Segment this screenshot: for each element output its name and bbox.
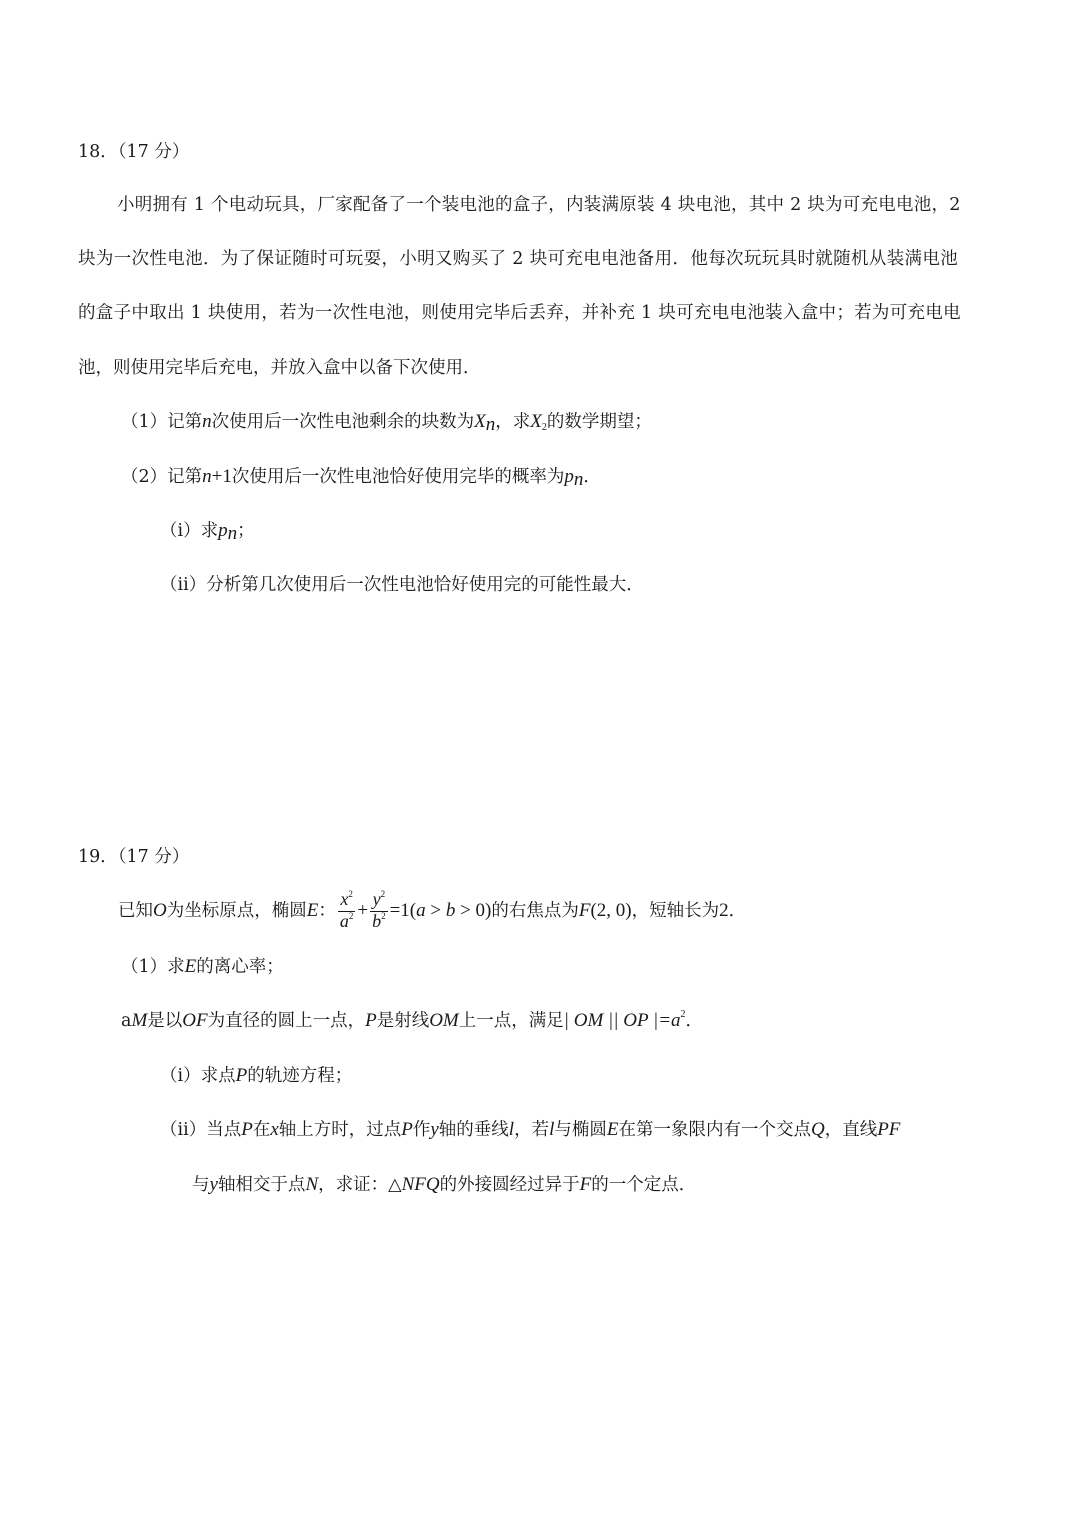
question-18-part-2-ii: （ii）分析第几次使用后一次性电池恰好使用完的可能性最大． [160,575,644,595]
fraction-x2-a2: $\frac{x^2}{a^2}$ [339,889,354,931]
question-18-part-2: （2）记第n+1次使用后一次性电池恰好使用完毕的概率为$p_n$． [121,466,601,490]
question-19-header: 19．（17 分） [78,847,190,867]
var-X: X [530,411,542,432]
var-n: n [202,411,212,432]
var-p: p [564,466,574,487]
question-18-paragraph-line-4: 池，则使用完毕后充电，并放入盒中以备下次使用． [78,358,481,378]
fraction-y2-b2: $\frac{y^2}{b^2}$ [372,889,386,931]
question-18-part-1: （1）记第n次使用后一次性电池剩余的块数为$X_n$，求$X_2$的数学期望； [121,411,652,435]
var-X: X [474,411,486,432]
question-19-part-2-i: （i）求点P的轨迹方程； [160,1065,353,1086]
question-18-paragraph-line-3: 的盒子中取出 1 块使用，若为一次性电池，则使用完毕后丢弃，并补充 1 块可充电电池装入盒中；若为可充电电 [78,303,961,323]
question-18-paragraph-line-1: 小明拥有 1 个电动玩具，厂家配备了一个装电池的盒子，内装满原装 4 块电池，其中 2 块为可充电电池，2 [117,195,961,215]
question-18-header: 18．（17 分） [78,142,190,162]
question-18-paragraph-line-2: 块为一次性电池．为了保证随时可玩耍，小明又购买了 2 块可充电电池备用．他每次玩玩具时就随机从装满电池 [78,249,959,269]
question-19-part-2-ii: （ii）当点P在x轴上方时，过点P作y轴的垂线l，若l与椭圆E在第一象限内有一个交点Q，直线PF [160,1119,901,1140]
triangle-symbol: △ [388,1175,402,1195]
question-19-paragraph: 已知O为坐标原点，椭圆E： $\frac{x^2}{a^2}$ + $\frac{y^2}{b^2}$ =1(a > b > 0)的右焦点为F(2, 0)，短轴长为2． [118,889,747,931]
question-19-part-2-ii-continued: 与y轴相交于点N，求证：△NFQ的外接圆经过异于F的一个定点． [192,1174,697,1195]
question-19-part-2: aM是以OF为直径的圆上一点，P是射线OM上一点，满足| OM || OP $|=a^2$． [121,1009,704,1031]
question-18-part-2-i: （i）求$p_n$； [160,520,255,544]
var-n: n [202,466,212,487]
question-19-part-1: （1）求E的离心率； [121,956,284,977]
var-p: p [218,520,228,541]
